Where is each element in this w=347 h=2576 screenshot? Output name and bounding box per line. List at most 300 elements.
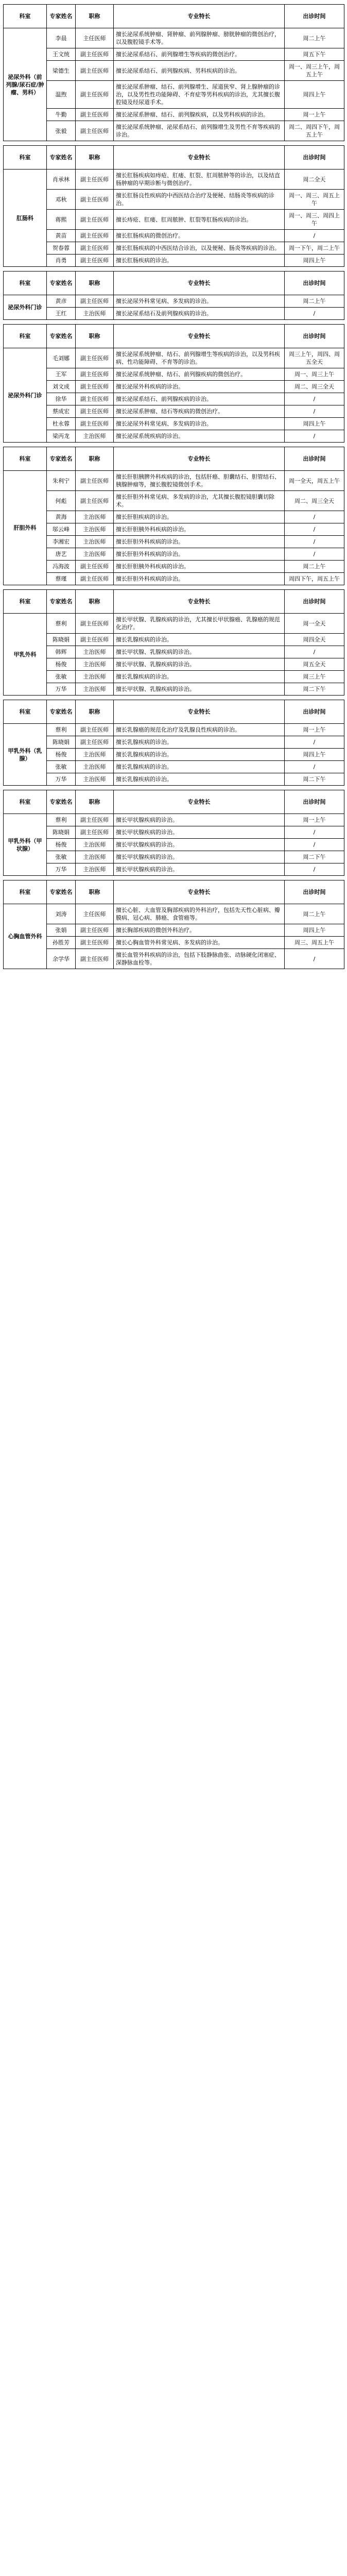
doctor-title: 副主任医师	[76, 634, 114, 646]
clinic-time: 周一全天，周五上午	[285, 471, 344, 491]
clinic-time: 周四上午	[285, 81, 344, 109]
doctor-specialty: 擅长血管外科疾病的诊治，包括下肢静脉曲张、动脉硬化闭塞症、深静脉血栓等。	[114, 949, 285, 969]
clinic-time: 周一、周三、周四上午	[285, 210, 344, 230]
doctor-name: 万华	[47, 683, 76, 696]
doctor-specialty: 擅长甲状腺、乳腺疾病的诊治。	[114, 683, 285, 696]
doctor-title: 主治医师	[76, 749, 114, 761]
doctor-name: 万华	[47, 773, 76, 786]
doctor-specialty: 擅长肝胆胰外科疾病的诊治。	[114, 561, 285, 573]
header-time: 出诊时间	[285, 146, 344, 170]
clinic-time: /	[285, 761, 344, 773]
header-title: 职称	[76, 700, 114, 724]
doctor-title: 主治医师	[76, 851, 114, 863]
clinic-time: /	[285, 736, 344, 749]
doctor-name: 冯海波	[47, 561, 76, 573]
doctor-specialty: 擅长泌尿系统疾病的诊治。	[114, 430, 285, 443]
doctor-name: 毛刘娜	[47, 348, 76, 368]
clinic-time: 周一、周三、周五上午	[285, 190, 344, 210]
doctor-name: 黄海	[47, 511, 76, 523]
doctor-name: 杨俊	[47, 839, 76, 851]
doctor-title: 副主任医师	[76, 121, 114, 141]
doctor-specialty: 擅长乳腺疾病的诊治。	[114, 671, 285, 683]
doctor-specialty: 擅长肝胆外科疾病的诊治。	[114, 573, 285, 585]
doctor-row	[4, 405, 344, 418]
doctor-title: 副主任医师	[76, 368, 114, 381]
header-time: 出诊时间	[285, 272, 344, 295]
header-row	[4, 325, 344, 348]
doctor-specialty: 擅长泌尿系肿瘤、结石、前列腺疾病，以及男科疾病的诊治。	[114, 109, 285, 121]
dept-cell: 心胸血管外科	[4, 904, 47, 969]
doctor-title: 副主任医师	[76, 295, 114, 308]
doctor-row	[4, 573, 344, 585]
doctor-name: 肖勇	[47, 255, 76, 267]
doctor-row	[4, 109, 344, 121]
doctor-row	[4, 536, 344, 548]
doctor-specialty: 擅长肛肠疾病的微创治疗。	[114, 230, 285, 242]
doctor-row	[4, 511, 344, 523]
doctor-specialty: 擅长肝胆胰脾外科疾病的诊治，包括肝癌、胆囊结石、胆管结石、胰腺肿瘤等，擅长腹腔镜微创手术。	[114, 471, 285, 491]
doctor-specialty: 擅长乳腺疾病的诊治。	[114, 749, 285, 761]
dept-cell: 泌尿外科门诊	[4, 295, 47, 320]
clinic-time: /	[285, 949, 344, 969]
clinic-time: /	[285, 393, 344, 405]
dept-cell: 甲乳外科	[4, 614, 47, 696]
doctor-name: 韩辉	[47, 646, 76, 658]
clinic-time: /	[285, 523, 344, 536]
doctor-title: 副主任医师	[76, 381, 114, 393]
doctor-name: 梁丙龙	[47, 430, 76, 443]
doctor-title: 主治医师	[76, 839, 114, 851]
doctor-row	[4, 348, 344, 368]
doctor-name: 余学华	[47, 949, 76, 969]
doctor-name: 蔡瑾	[47, 573, 76, 585]
dept-cell: 肝胆外科	[4, 471, 47, 585]
doctor-title: 副主任医师	[76, 614, 114, 634]
header-dept: 科室	[4, 880, 47, 904]
doctor-title: 副主任医师	[76, 170, 114, 190]
doctor-title: 主治医师	[76, 536, 114, 548]
doctor-specialty: 擅长乳腺疾病的诊治。	[114, 634, 285, 646]
doctor-row	[4, 295, 344, 308]
doctor-title: 主治医师	[76, 646, 114, 658]
doctor-row	[4, 548, 344, 561]
doctor-row	[4, 736, 344, 749]
doctor-row	[4, 937, 344, 949]
doctor-row	[4, 724, 344, 736]
doctor-row	[4, 646, 344, 658]
doctor-specialty: 擅长肝胆外科疾病的诊治。	[114, 536, 285, 548]
doctor-name: 陈晓娟	[47, 634, 76, 646]
schedule-table	[3, 145, 344, 267]
doctor-title: 副主任医师	[76, 573, 114, 585]
doctor-specialty: 擅长泌尿系结石、前列腺疾病、男科疾病的诊治。	[114, 61, 285, 81]
doctor-specialty: 擅长乳腺癌的规范化治疗及乳腺良性疾病的诊治。	[114, 724, 285, 736]
doctor-specialty: 擅长泌尿系统肿瘤、泌尿系结石、前列腺增生及男性不育等疾病的诊治。	[114, 121, 285, 141]
header-time: 出诊时间	[285, 590, 344, 614]
doctor-specialty: 擅长甲状腺、乳腺疾病的诊治。	[114, 658, 285, 671]
doctor-title: 主治医师	[76, 548, 114, 561]
header-specialty: 专业特长	[114, 700, 285, 724]
clinic-time: /	[285, 536, 344, 548]
doctor-title: 副主任医师	[76, 949, 114, 969]
header-title: 职称	[76, 790, 114, 814]
header-title: 职称	[76, 590, 114, 614]
doctor-title: 副主任医师	[76, 491, 114, 511]
clinic-time: /	[285, 839, 344, 851]
doctor-specialty: 擅长泌尿外科疾病的诊治。	[114, 381, 285, 393]
dept-cell: 肛肠科	[4, 170, 47, 267]
doctor-title: 主治医师	[76, 683, 114, 696]
doctor-row	[4, 48, 344, 61]
doctor-name: 蔡成宏	[47, 405, 76, 418]
schedule-table	[3, 700, 344, 786]
doctor-title: 主治医师	[76, 308, 114, 320]
doctor-title: 主治医师	[76, 511, 114, 523]
clinic-time: 周二上午	[285, 295, 344, 308]
header-name: 专家姓名	[47, 880, 76, 904]
doctor-row	[4, 393, 344, 405]
doctor-specialty: 擅长甲状腺疾病的诊治。	[114, 826, 285, 839]
doctor-specialty: 擅长甲状腺疾病的诊治。	[114, 851, 285, 863]
doctor-specialty: 擅长泌尿系肿瘤、结石等疾病的微创治疗。	[114, 405, 285, 418]
doctor-row	[4, 658, 344, 671]
doctor-title: 副主任医师	[76, 724, 114, 736]
clinic-time: 周一上午	[285, 814, 344, 826]
doctor-name: 张敏	[47, 671, 76, 683]
doctor-specialty: 擅长泌尿系统肿瘤、结石、前列腺增生等疾病的诊治，以及男科疾病、性功能障碍、不育等的诊治。	[114, 348, 285, 368]
clinic-time: 周一、周三上午	[285, 368, 344, 381]
header-name: 专家姓名	[47, 700, 76, 724]
clinic-time: 周二下午	[285, 683, 344, 696]
doctor-row	[4, 773, 344, 786]
doctor-specialty: 擅长肛肠良性疾病的中西医结合治疗及便秘、结肠炎等疾病的诊治。	[114, 190, 285, 210]
doctor-name: 邬云峰	[47, 523, 76, 536]
dept-cell: 泌尿外科（前列腺/尿石症/肿瘤、男科）	[4, 28, 47, 141]
clinic-time: 周四上午	[285, 418, 344, 430]
doctor-specialty: 擅长肛肠疾病如痔疮、肛瘘、肛裂、肛周脓肿等的诊治，以及结直肠肿瘤的早期诊断与微创治疗。	[114, 170, 285, 190]
doctor-specialty: 擅长泌尿外科常见病、多发病的诊治。	[114, 418, 285, 430]
header-row	[4, 700, 344, 724]
doctor-row	[4, 28, 344, 48]
doctor-name: 黄彦	[47, 295, 76, 308]
doctor-row	[4, 430, 344, 443]
doctor-row	[4, 81, 344, 109]
doctor-title: 副主任医师	[76, 348, 114, 368]
doctor-specialty: 擅长泌尿外科常见病、多发病的诊治。	[114, 295, 285, 308]
doctor-row	[4, 308, 344, 320]
doctor-title: 副主任医师	[76, 190, 114, 210]
schedule-table	[3, 790, 344, 876]
doctor-name: 张敏	[47, 851, 76, 863]
header-name: 专家姓名	[47, 5, 76, 28]
doctor-title: 主治医师	[76, 773, 114, 786]
doctor-name: 朱利宁	[47, 471, 76, 491]
header-dept: 科室	[4, 790, 47, 814]
doctor-title: 副主任医师	[76, 405, 114, 418]
doctor-title: 副主任医师	[76, 61, 114, 81]
header-dept: 科室	[4, 146, 47, 170]
header-name: 专家姓名	[47, 272, 76, 295]
doctor-title: 主治医师	[76, 671, 114, 683]
doctor-name: 蔡利	[47, 614, 76, 634]
doctor-name: 牛勤	[47, 109, 76, 121]
header-specialty: 专业特长	[114, 325, 285, 348]
header-dept: 科室	[4, 5, 47, 28]
schedule-table	[3, 880, 344, 969]
clinic-time: 周一上午	[285, 724, 344, 736]
doctor-row	[4, 814, 344, 826]
clinic-time: 周一全天	[285, 614, 344, 634]
doctor-row	[4, 230, 344, 242]
doctor-name: 梁德生	[47, 61, 76, 81]
doctor-name: 贺春蓉	[47, 242, 76, 255]
doctor-title: 主治医师	[76, 523, 114, 536]
doctor-title: 副主任医师	[76, 109, 114, 121]
doctor-specialty: 擅长痔疮、肛瘘、肛周脓肿、肛裂等肛肠疾病的诊治。	[114, 210, 285, 230]
clinic-time: 周二上午	[285, 904, 344, 924]
header-title: 职称	[76, 447, 114, 471]
doctor-row	[4, 471, 344, 491]
doctor-name: 刘文成	[47, 381, 76, 393]
schedule-page	[0, 0, 347, 977]
doctor-specialty: 擅长肛肠疾病的诊治。	[114, 255, 285, 267]
doctor-title: 主治医师	[76, 658, 114, 671]
doctor-row	[4, 683, 344, 696]
header-dept: 科室	[4, 325, 47, 348]
doctor-specialty: 擅长甲状腺疾病的诊治。	[114, 814, 285, 826]
doctor-name: 何彪	[47, 491, 76, 511]
doctor-row	[4, 826, 344, 839]
header-dept: 科室	[4, 700, 47, 724]
clinic-time: 周二上午	[285, 561, 344, 573]
doctor-specialty: 擅长甲状腺、乳腺疾病的诊治。	[114, 646, 285, 658]
header-specialty: 专业特长	[114, 5, 285, 28]
schedule-table	[3, 324, 344, 443]
doctor-specialty: 擅长泌尿系结石及前列腺疾病的诊治。	[114, 308, 285, 320]
header-row	[4, 790, 344, 814]
doctor-title: 副主任医师	[76, 255, 114, 267]
doctor-specialty: 擅长乳腺疾病的诊治。	[114, 773, 285, 786]
doctor-name: 蒋熙	[47, 210, 76, 230]
doctor-title: 副主任医师	[76, 242, 114, 255]
clinic-time: /	[285, 826, 344, 839]
doctor-specialty: 擅长乳腺疾病的诊治。	[114, 761, 285, 773]
doctor-title: 副主任医师	[76, 418, 114, 430]
doctor-name: 杨俊	[47, 749, 76, 761]
doctor-row	[4, 839, 344, 851]
doctor-specialty: 擅长乳腺疾病的诊治。	[114, 736, 285, 749]
header-name: 专家姓名	[47, 790, 76, 814]
doctor-specialty: 擅长甲状腺、乳腺疾病的诊治，尤其擅长甲状腺癌、乳腺癌的规范化治疗。	[114, 614, 285, 634]
header-name: 专家姓名	[47, 146, 76, 170]
doctor-title: 副主任医师	[76, 230, 114, 242]
doctor-row	[4, 924, 344, 937]
header-specialty: 专业特长	[114, 272, 285, 295]
clinic-time: /	[285, 405, 344, 418]
doctor-specialty: 擅长泌尿系结石、前列腺疾病的诊治。	[114, 393, 285, 405]
doctor-row	[4, 491, 344, 511]
schedule-table	[3, 447, 344, 585]
doctor-specialty: 擅长泌尿系肿瘤、结石、前列腺增生、尿道狭窄、肾上腺肿瘤的诊治，以及男性性功能障碍、不育症等男科疾病的诊治，尤其擅长腹腔镜及经尿道手术。	[114, 81, 285, 109]
schedule-table	[3, 271, 344, 320]
header-dept: 科室	[4, 590, 47, 614]
doctor-row	[4, 671, 344, 683]
doctor-name: 张毅	[47, 121, 76, 141]
clinic-time: 周一下午，周二上午	[285, 242, 344, 255]
doctor-name: 万华	[47, 863, 76, 876]
doctor-name: 唐艺	[47, 548, 76, 561]
doctor-specialty: 擅长肛肠疾病的中西医结合诊治，以及便秘、肠炎等疾病的诊治。	[114, 242, 285, 255]
doctor-row	[4, 368, 344, 381]
doctor-title: 副主任医师	[76, 561, 114, 573]
doctor-title: 副主任医师	[76, 826, 114, 839]
header-dept: 科室	[4, 272, 47, 295]
doctor-name: 孙胜芳	[47, 937, 76, 949]
doctor-row	[4, 381, 344, 393]
doctor-row	[4, 761, 344, 773]
clinic-time: 周四上午	[285, 924, 344, 937]
clinic-time: 周四下午，周五上午	[285, 573, 344, 585]
doctor-row	[4, 190, 344, 210]
doctor-name: 邓秋	[47, 190, 76, 210]
header-title: 职称	[76, 272, 114, 295]
doctor-specialty: 擅长心脏、大血管及胸部疾病的外科治疗，包括先天性心脏病、瓣膜病、冠心病、肺癌、食管癌等。	[114, 904, 285, 924]
header-title: 职称	[76, 325, 114, 348]
header-row	[4, 5, 344, 28]
doctor-row	[4, 749, 344, 761]
clinic-time: 周二全天	[285, 170, 344, 190]
doctor-title: 副主任医师	[76, 48, 114, 61]
header-time: 出诊时间	[285, 325, 344, 348]
doctor-specialty: 擅长心胸血管外科常见病、多发病的诊治。	[114, 937, 285, 949]
doctor-title: 主治医师	[76, 430, 114, 443]
header-specialty: 专业特长	[114, 590, 285, 614]
clinic-time: 周二下午	[285, 851, 344, 863]
doctor-name: 刘涛	[47, 904, 76, 924]
clinic-time: 周五全天	[285, 658, 344, 671]
doctor-specialty: 擅长肝胆疾病的诊治。	[114, 511, 285, 523]
doctor-name: 蔡利	[47, 724, 76, 736]
header-time: 出诊时间	[285, 880, 344, 904]
doctor-name: 李湘宏	[47, 536, 76, 548]
clinic-time: 周二下午	[285, 773, 344, 786]
header-title: 职称	[76, 880, 114, 904]
clinic-time: 周一、周三上午，周五上午	[285, 61, 344, 81]
header-row	[4, 272, 344, 295]
doctor-specialty: 擅长甲状腺疾病的诊治。	[114, 839, 285, 851]
doctor-specialty: 擅长泌尿系结石、前列腺增生等疾病的微创治疗。	[114, 48, 285, 61]
dept-cell: 甲乳外科（乳腺）	[4, 724, 47, 786]
doctor-row	[4, 418, 344, 430]
clinic-time: 周四上午	[285, 255, 344, 267]
clinic-time: 周四全天	[285, 634, 344, 646]
dept-cell: 泌尿外科门诊	[4, 348, 47, 443]
doctor-row	[4, 561, 344, 573]
doctor-row	[4, 614, 344, 634]
doctor-name: 李晨	[47, 28, 76, 48]
doctor-title: 副主任医师	[76, 393, 114, 405]
clinic-time: 周二、周三全天	[285, 381, 344, 393]
doctor-row	[4, 61, 344, 81]
header-title: 职称	[76, 5, 114, 28]
doctor-title: 副主任医师	[76, 924, 114, 937]
clinic-time: 周三上午	[285, 671, 344, 683]
doctor-name: 王军	[47, 368, 76, 381]
doctor-specialty: 擅长泌尿系统肿瘤、结石、前列腺疾病的微创治疗。	[114, 368, 285, 381]
doctor-name: 蔡利	[47, 814, 76, 826]
schedule-table	[3, 4, 344, 141]
header-specialty: 专业特长	[114, 880, 285, 904]
doctor-title: 副主任医师	[76, 736, 114, 749]
doctor-name: 陈晓娟	[47, 736, 76, 749]
doctor-row	[4, 523, 344, 536]
header-time: 出诊时间	[285, 5, 344, 28]
header-name: 专家姓名	[47, 447, 76, 471]
header-row	[4, 590, 344, 614]
doctor-row	[4, 121, 344, 141]
doctor-row	[4, 242, 344, 255]
doctor-row	[4, 949, 344, 969]
clinic-time: /	[285, 308, 344, 320]
doctor-name: 肖承林	[47, 170, 76, 190]
clinic-time: 周四上午	[285, 749, 344, 761]
doctor-name: 温煦	[47, 81, 76, 109]
doctor-row	[4, 851, 344, 863]
clinic-time: /	[285, 511, 344, 523]
doctor-title: 副主任医师	[76, 471, 114, 491]
clinic-time: 周五下午	[285, 48, 344, 61]
clinic-time: 周一上午	[285, 109, 344, 121]
clinic-time: /	[285, 646, 344, 658]
doctor-row	[4, 255, 344, 267]
dept-cell: 甲乳外科（甲状腺）	[4, 814, 47, 876]
clinic-time: 周三、周五上午	[285, 937, 344, 949]
header-specialty: 专业特长	[114, 146, 285, 170]
header-time: 出诊时间	[285, 447, 344, 471]
header-name: 专家姓名	[47, 590, 76, 614]
doctor-name: 王文统	[47, 48, 76, 61]
doctor-row	[4, 863, 344, 876]
header-row	[4, 447, 344, 471]
doctor-name: 陈晓娟	[47, 826, 76, 839]
clinic-time: 周二上午	[285, 28, 344, 48]
doctor-title: 副主任医师	[76, 210, 114, 230]
doctor-row	[4, 904, 344, 924]
header-time: 出诊时间	[285, 790, 344, 814]
clinic-time: /	[285, 430, 344, 443]
doctor-row	[4, 170, 344, 190]
schedule-table	[3, 589, 344, 696]
clinic-time: 周三上午，周四、周五全天	[285, 348, 344, 368]
clinic-time: /	[285, 863, 344, 876]
doctor-specialty: 擅长肝胆外科常见病、多发病的诊治，尤其擅长腹腔镜胆囊切除术。	[114, 491, 285, 511]
header-row	[4, 146, 344, 170]
doctor-specialty: 擅长胸部疾病的微创外科治疗。	[114, 924, 285, 937]
clinic-time: 周二、周三全天	[285, 491, 344, 511]
header-row	[4, 880, 344, 904]
doctor-title: 主任医师	[76, 28, 114, 48]
doctor-row	[4, 634, 344, 646]
doctor-name: 张娟	[47, 924, 76, 937]
doctor-name: 黄苗	[47, 230, 76, 242]
header-specialty: 专业特长	[114, 447, 285, 471]
header-title: 职称	[76, 146, 114, 170]
clinic-time: 周二、周四下午，周五上午	[285, 121, 344, 141]
clinic-time: /	[285, 548, 344, 561]
doctor-title: 主任医师	[76, 904, 114, 924]
doctor-specialty: 擅长甲状腺疾病的诊治。	[114, 863, 285, 876]
doctor-specialty: 擅长肝胆外科疾病的诊治。	[114, 548, 285, 561]
